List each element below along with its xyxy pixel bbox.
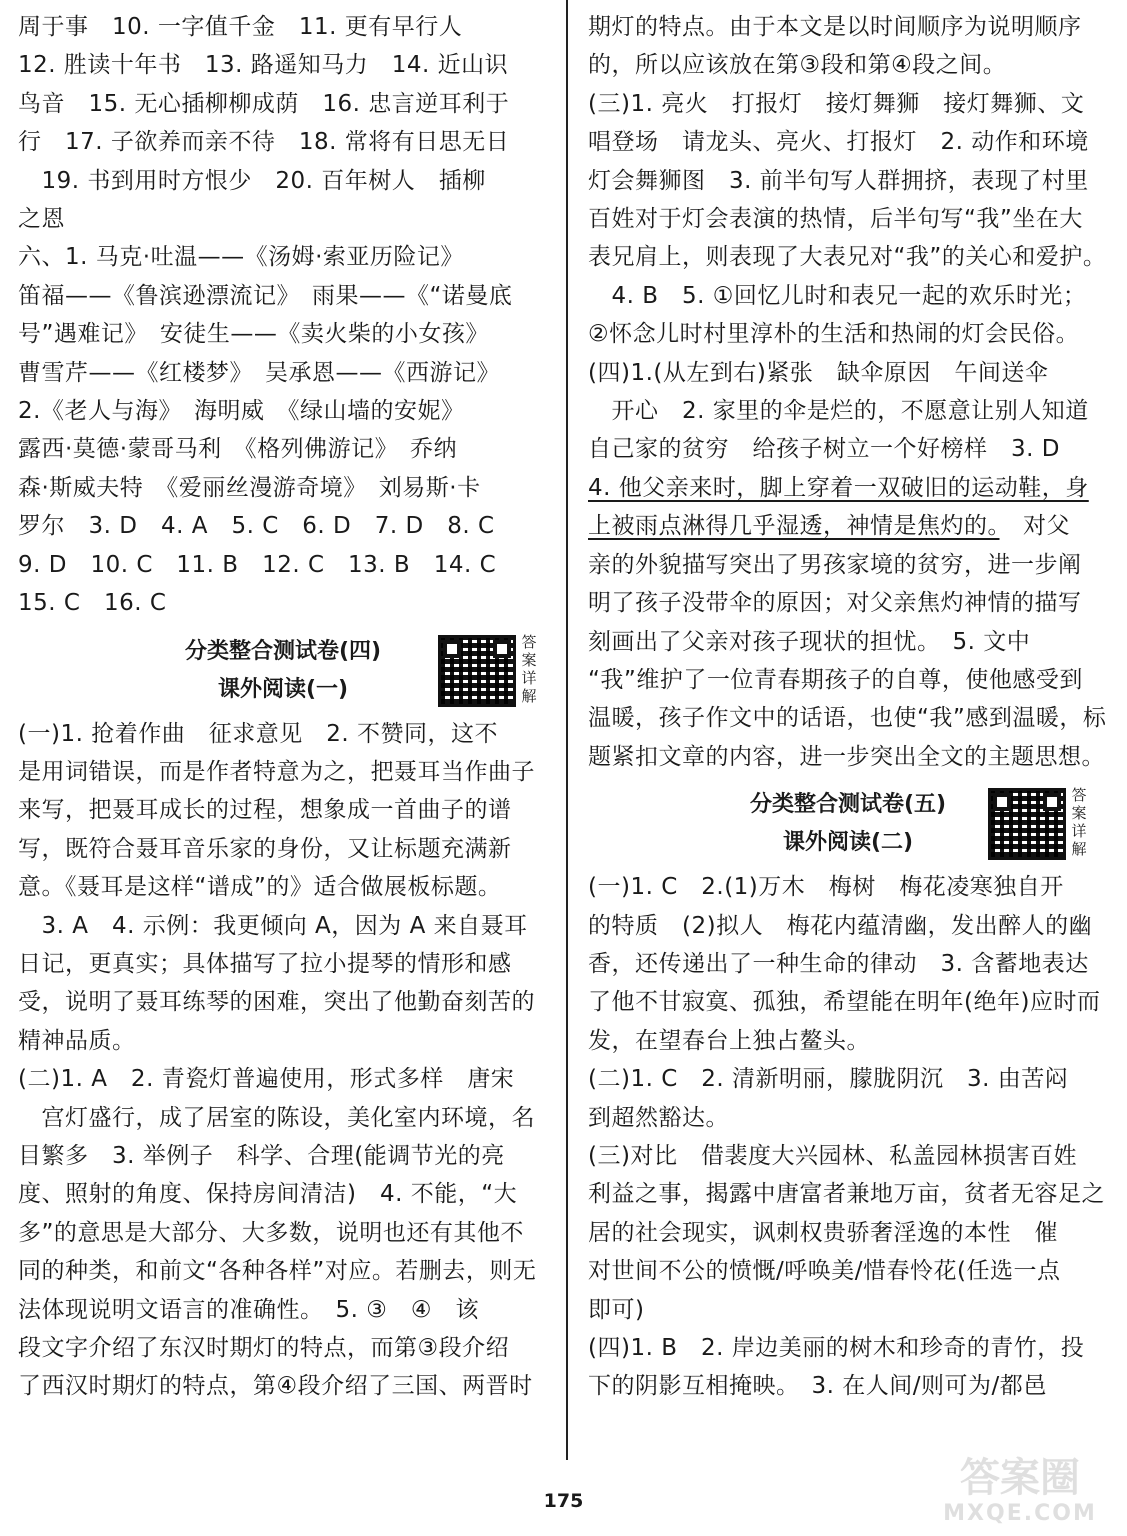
text-line: 19. 书到用时方恨少 20. 百年树人 插柳	[18, 167, 486, 194]
text-line: 行 17. 子欲养而亲不待 18. 常将有日思无日	[18, 129, 510, 156]
left-column	[18, 8, 548, 1406]
text-line: 利益之事，揭露中唐富者兼地万亩，贫者无容足之	[588, 1181, 1105, 1208]
text-line: ②怀念儿时村里淳朴的生活和热闹的灯会民俗。	[588, 321, 1080, 348]
underlined-line	[588, 469, 1108, 507]
text-line: 居的社会现实，讽刺权贵骄奢淫逸的本性 催	[588, 1219, 1058, 1246]
text-line: 多”的意思是大部分、大多数，说明也还有其他不	[18, 1219, 524, 1246]
text-line: 3. A 4. 示例：我更倾向 A，因为 A 来自聂耳	[18, 912, 528, 939]
text-line: 15. C 16. C	[18, 590, 167, 617]
text-line: 六、1. 马克·吐温——《汤姆·索亚历险记》	[18, 244, 464, 271]
text-line: 百姓对于灯会表演的热情，后半句写“我”坐在大	[588, 206, 1083, 233]
text-line: 周于事 10. 一字值千金 11. 更有早行人	[18, 14, 463, 40]
text-line: 曹雪芹——《红楼梦》 吴承恩——《西游记》	[18, 359, 500, 386]
text-tail: 对父	[999, 513, 1070, 540]
section-subtitle: 课外阅读(二)	[782, 830, 914, 856]
text-line: 题紧扣文章的内容，进一步突出全文的主题思想。	[588, 743, 1105, 770]
text-line: 笛福——《鲁滨逊漂流记》 雨果——《“诺曼底	[18, 282, 513, 309]
text-line: 露西·莫德·蒙哥马利 《格列佛游记》 乔纳	[18, 436, 458, 463]
text-line: (三)1. 亮火 打报灯 接灯舞狮 接灯舞狮、文	[588, 90, 1085, 117]
text-line: 是用词错误，而是作者特意为之，把聂耳当作曲子	[18, 758, 535, 785]
watermark-logo	[930, 1455, 1110, 1530]
text-line: 度、照射的角度、保持房间清洁) 4. 不能，“大	[18, 1181, 518, 1208]
watermark-url: MXQE.COM	[943, 1501, 1097, 1526]
section-title: 分类整合测试卷(四)	[184, 638, 382, 664]
right-answers-top	[588, 8, 1108, 776]
section-heading-5	[588, 786, 1108, 862]
watermark-text: 答案圈	[960, 1455, 1080, 1501]
text-line: 对世间不公的愤慨/呼唤美/惜春怜花(任选一点	[588, 1258, 1061, 1285]
text-line: (四)1. B 2. 岸边美丽的树木和珍奇的青竹，投	[588, 1335, 1085, 1361]
text-line: (一)1. 抢着作曲 征求意见 2. 不赞同，这不	[18, 720, 498, 747]
text-line: 到超然豁达。	[588, 1104, 729, 1131]
section-subtitle: 课外阅读(一)	[217, 676, 349, 702]
qr-code-icon[interactable]	[988, 788, 1066, 860]
text-line: 受，说明了聂耳练琴的困难，突出了他勤奋刻苦的	[18, 989, 535, 1016]
text-line: 表兄肩上，则表现了大表兄对“我”的关心和爱护。	[588, 244, 1107, 271]
section-title: 分类整合测试卷(五)	[749, 792, 947, 818]
text-line: 同的种类，和前文“各种各样”对应。若删去，则无	[18, 1258, 537, 1285]
underlined-quote: 4. 他父亲来时，脚上穿着一双破旧的运动鞋，身	[588, 474, 1089, 501]
text-line: 开心 2. 家里的伞是烂的，不愿意让别人知道	[588, 398, 1089, 425]
text-line: 了西汉时期灯的特点，第④段介绍了三国、两晋时	[18, 1373, 533, 1400]
text-line: 鸟音 15. 无心插柳柳成荫 16. 忠言逆耳利于	[18, 90, 510, 117]
underlined-line	[588, 507, 1108, 545]
text-line: 下的阴影互相掩映。 3. 在人间/则可为/都邑	[588, 1373, 1047, 1400]
text-line: 之恩	[18, 206, 65, 233]
text-line: 法体现说明文语言的准确性。 5. ③ ④ 该	[18, 1296, 479, 1323]
text-line: “我”维护了一位青春期孩子的自尊，使他感受到	[588, 666, 1083, 693]
text-line: 唱登场 请龙头、亮火、打报灯 2. 动作和环境	[588, 129, 1089, 156]
text-line: 即可)	[588, 1296, 645, 1323]
right-column	[588, 8, 1108, 1406]
text-line: 的特质 (2)拟人 梅花内蕴清幽，发出醉人的幽	[588, 912, 1093, 939]
page-number: 175	[543, 1490, 584, 1512]
text-line: 温暖，孩子作文中的话语，也使“我”感到温暖，标	[588, 705, 1107, 732]
text-line: 罗尔 3. D 4. A 5. C 6. D 7. D 8. C	[18, 513, 495, 540]
text-line: 刻画出了父亲对孩子现状的担忧。 5. 文中	[588, 628, 1031, 655]
qr-code-icon[interactable]	[438, 635, 516, 707]
text-line: 森·斯威夫特 《爱丽丝漫游奇境》 刘易斯·卡	[18, 474, 481, 501]
text-line: 2.《老人与海》 海明威 《绿山墙的安妮》	[18, 398, 465, 425]
text-line: 明了孩子没带伞的原因；对父亲焦灼神情的描写	[588, 590, 1082, 617]
text-line: (一)1. C 2.(1)万木 梅树 梅花凌寒独自开	[588, 874, 1064, 901]
qr-label: 答案详解	[1071, 786, 1087, 859]
text-line: 灯会舞狮图 3. 前半句写人群拥挤，表现了村里	[588, 167, 1089, 194]
text-line: 段文字介绍了东汉时期灯的特点，而第③段介绍	[18, 1335, 510, 1361]
text-line: 来写，把聂耳成长的过程，想象成一首曲子的谱	[18, 797, 512, 824]
text-line: (二)1. A 2. 青瓷灯普遍使用，形式多样 唐宋	[18, 1066, 515, 1093]
qr-label: 答案详解	[521, 632, 537, 705]
text-line: 的，所以应该放在第③段和第④段之间。	[588, 52, 1007, 79]
text-line: (四)1.(从左到右)紧张 缺伞原因 午间送伞	[588, 359, 1049, 386]
left-answers-top	[18, 8, 548, 623]
text-line: 意。《聂耳是这样“谱成”的》适合做展板标题。	[18, 874, 502, 901]
underlined-quote: 上被雨点淋得几乎湿透，神情是焦灼的。	[588, 513, 1000, 540]
text-line: 精神品质。	[18, 1027, 136, 1054]
text-line: 发，在望春台上独占鳌头。	[588, 1027, 870, 1054]
text-line: 日记，更真实；具体描写了拉小提琴的情形和感	[18, 950, 512, 977]
text-line: 香，还传递出了一种生命的律动 3. 含蓄地表达	[588, 950, 1089, 977]
left-answers-bottom	[18, 715, 548, 1406]
text-line: 亲的外貌描写突出了男孩家境的贫穷，进一步阐	[588, 551, 1082, 578]
text-line: 期灯的特点。由于本文是以时间顺序为说明顺序	[588, 14, 1082, 40]
text-line: 写，既符合聂耳音乐家的身份，又让标题充满新	[18, 835, 512, 862]
text-line: 12. 胜读十年书 13. 路遥知马力 14. 近山识	[18, 52, 509, 79]
text-line: (三)对比 借裴度大兴园林、私盖园林损害百姓	[588, 1142, 1077, 1169]
column-divider	[566, 0, 568, 1460]
text-line: 宫灯盛行，成了居室的陈设，美化室内环境，名	[18, 1104, 535, 1131]
text-line: (二)1. C 2. 清新明丽，朦胧阴沉 3. 由苦闷	[588, 1066, 1069, 1093]
text-line: 号”遇难记》 安徒生——《卖火柴的小女孩》	[18, 321, 489, 348]
text-line: 4. B 5. ①回忆儿时和表兄一起的欢乐时光；	[588, 282, 1087, 309]
text-line: 目繁多 3. 举例子 科学、合理(能调节光的亮	[18, 1142, 505, 1169]
section-heading-4	[18, 633, 548, 709]
text-line: 9. D 10. C 11. B 12. C 13. B 14. C	[18, 551, 497, 578]
text-line: 自己家的贫穷 给孩子树立一个好榜样 3. D	[588, 436, 1060, 463]
right-answers-bottom	[588, 868, 1108, 1406]
text-line: 了他不甘寂寞、孤独，希望能在明年(绝年)应时而	[588, 989, 1101, 1016]
